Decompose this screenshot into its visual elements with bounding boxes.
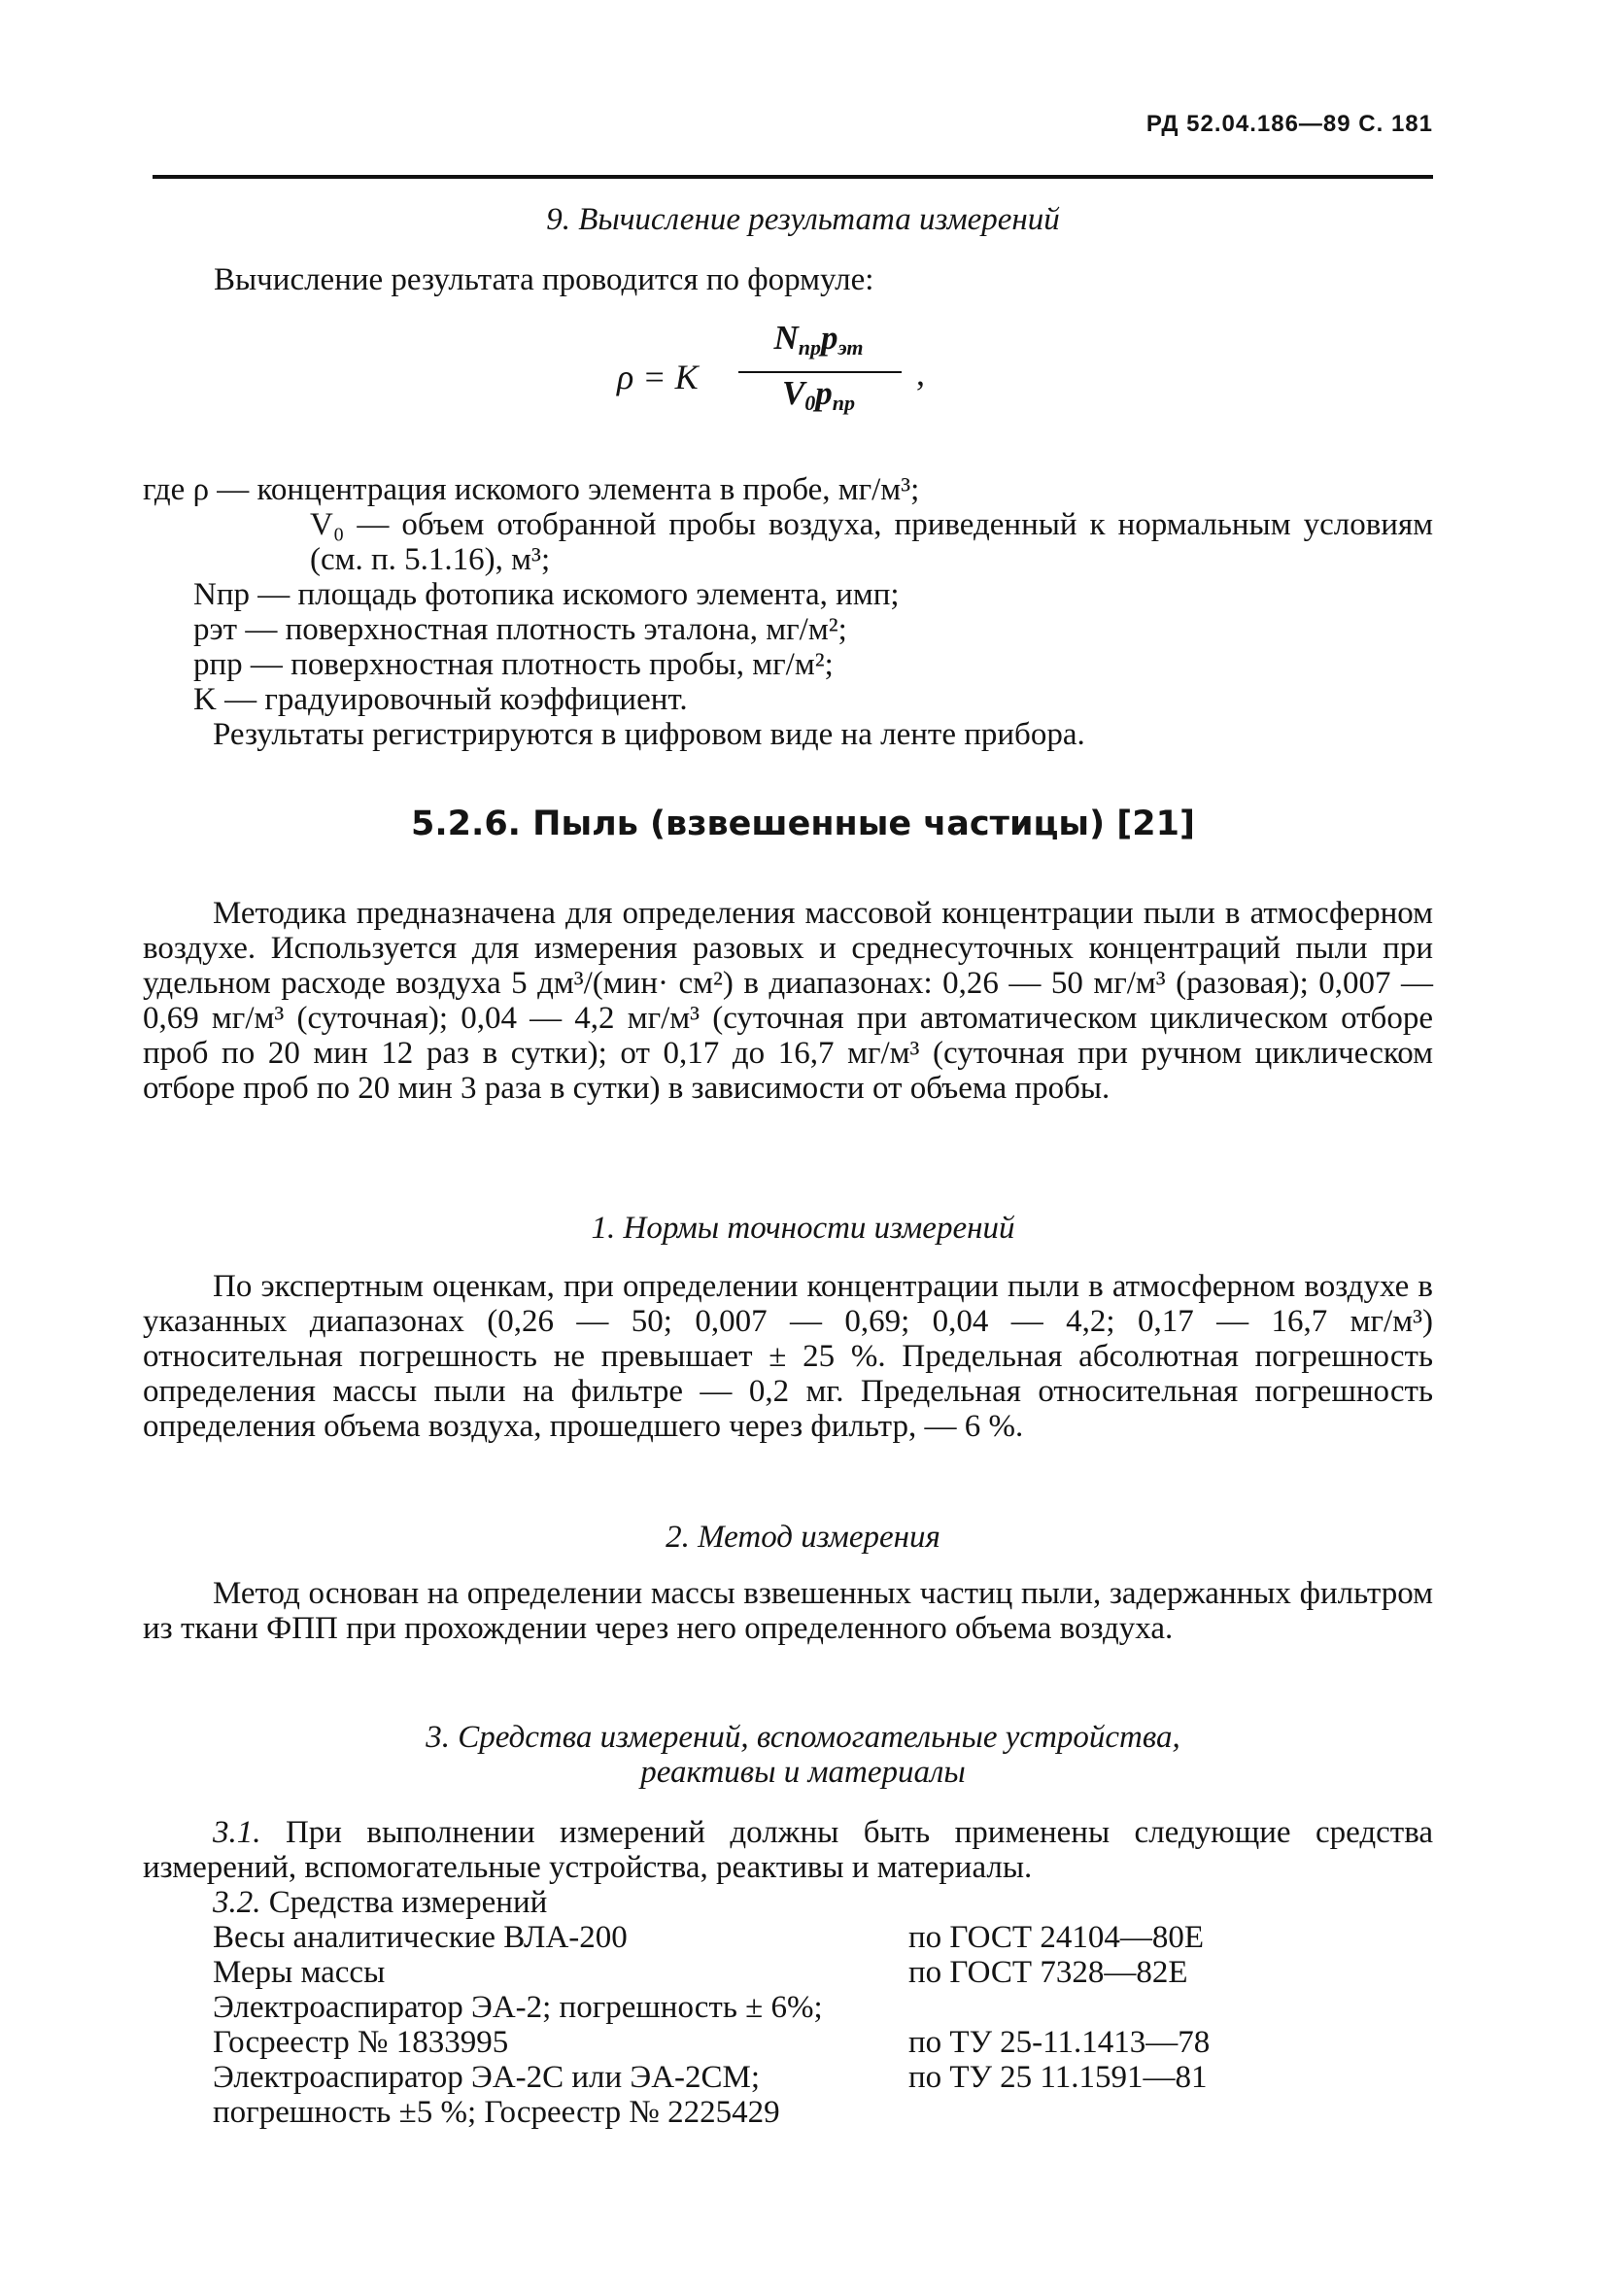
formula bbox=[617, 321, 947, 428]
header-rule bbox=[153, 175, 1433, 179]
paragraph-number: 3.1. bbox=[213, 1815, 261, 1850]
instrument-standard: по ТУ 25-11.1413—78 bbox=[908, 2025, 1211, 2060]
where-item: V₀ — объем отобранной пробы воздуха, приведенный к нормальным условиям (см. п. 5.1.16), м³; bbox=[310, 507, 1433, 577]
instrument-standard: по ГОСТ 7328—82Е bbox=[908, 1955, 1188, 1990]
instrument-name: Меры массы bbox=[213, 1955, 386, 1990]
section-1-text: По экспертным оценкам, при определении концентрации пыли в атмосферном воздухе в указанных диапазонах (0,26 — 50; 0,007 — 0,69; 0,04 — 4,2; 0,17 — 16,7 мг/м³) относительная погрешность не превышает ± 25 %. Предельная абсолютная погрешность определения массы пыли на фильтре — 0,2 мг. Предельная относительная погрешность определения объема воздуха, прошедшего через фильтр, — 6 %. bbox=[143, 1269, 1433, 1444]
formula-denominator: $V_0p_{пр}$ bbox=[781, 374, 856, 415]
formula-lhs: ρ = K bbox=[617, 358, 699, 396]
instrument-name: Весы аналитические ВЛА-200 bbox=[213, 1920, 628, 1955]
instrument-row bbox=[143, 1955, 1433, 1990]
section-3-title-line1: 3. Средства измерений, вспомогательные устройства, bbox=[426, 1720, 1180, 1755]
instrument-row bbox=[143, 1920, 1433, 1955]
instrument-name: Электроаспиратор ЭА-2С или ЭА-2СМ; погрешность ±5 %; Госреестр № 2225429 bbox=[213, 2060, 780, 2130]
fraction-bar bbox=[738, 371, 902, 373]
section-9-intro: Вычисление результата проводится по формуле: bbox=[214, 262, 874, 297]
paragraph-text: При выполнении измерений должны быть применены следующие средства измерений, вспомогательные устройства, реактивы и материалы. bbox=[143, 1815, 1433, 1885]
section-3-title-line2: реактивы и материалы bbox=[640, 1755, 966, 1790]
instrument-row bbox=[143, 2060, 1433, 2130]
section-9-title: 9. Вычисление результата измерений bbox=[546, 202, 1060, 237]
paragraph-3-2 bbox=[213, 1885, 547, 1920]
paragraph-3-1 bbox=[143, 1815, 1433, 1885]
method-intro: Методика предназначена для определения массовой концентрации пыли в атмосферном воздухе. Используется для измерения разовых и среднесуточных концентраций пыли при удельном расходе воздуха 5 дм³/(мин· см²) в диапазонах: 0,26 — 50 мг/м³ (разовая); 0,007 — 0,69 мг/м³ (суточная); 0,04 — 4,2 мг/м³ (суточная при автоматическом циклическом отборе проб по 20 мин 12 раз в сутки); от 0,17 до 16,7 мг/м³ (суточная при ручном циклическом отборе проб по 20 мин 3 раза в сутки) в зависимости от объема пробы. bbox=[143, 896, 1433, 1106]
where-item: где ρ — концентрация искомого элемента в пробе, мг/м³; bbox=[143, 472, 920, 507]
paragraph-text: Средства измерений bbox=[268, 1885, 548, 1920]
formula-numerator: $N_{пр}p_{эт}$ bbox=[773, 319, 864, 360]
where-item: K — градуировочный коэффициент. bbox=[193, 682, 688, 717]
instrument-standard: по ГОСТ 24104—80Е bbox=[908, 1920, 1204, 1955]
instrument-standard: по ТУ 25 11.1591—81 bbox=[908, 2060, 1208, 2095]
instrument-name: Электроаспиратор ЭА-2; погрешность ± 6%; Госреестр № 1833995 bbox=[213, 1990, 823, 2060]
section-heading: 5.2.6. Пыль (взвешенные частицы) [21] bbox=[411, 805, 1195, 843]
where-item: pпр — поверхностная плотность пробы, мг/м²; bbox=[193, 647, 834, 682]
where-list bbox=[143, 472, 1433, 752]
section-1-title: 1. Нормы точности измерений bbox=[591, 1211, 1015, 1246]
result-line: Результаты регистрируются в цифровом виде на ленте прибора. bbox=[213, 717, 1085, 752]
instrument-row bbox=[143, 1990, 1433, 2060]
where-item: pэт — поверхностная плотность эталона, мг/м²; bbox=[193, 612, 847, 647]
section-2-title: 2. Метод измерения bbox=[666, 1520, 940, 1555]
section-2-text: Метод основан на определении массы взвешенных частиц пыли, задержанных фильтром из ткани ФПП при прохождении через него определенного объема воздуха. bbox=[143, 1576, 1433, 1646]
running-head: РД 52.04.186—89 С. 181 bbox=[1145, 111, 1433, 137]
instruments-table bbox=[143, 1920, 1433, 2130]
where-item: Nпр — площадь фотопика искомого элемента, имп; bbox=[193, 577, 900, 612]
formula-comma: , bbox=[916, 354, 925, 393]
paragraph-number: 3.2. bbox=[213, 1885, 261, 1920]
